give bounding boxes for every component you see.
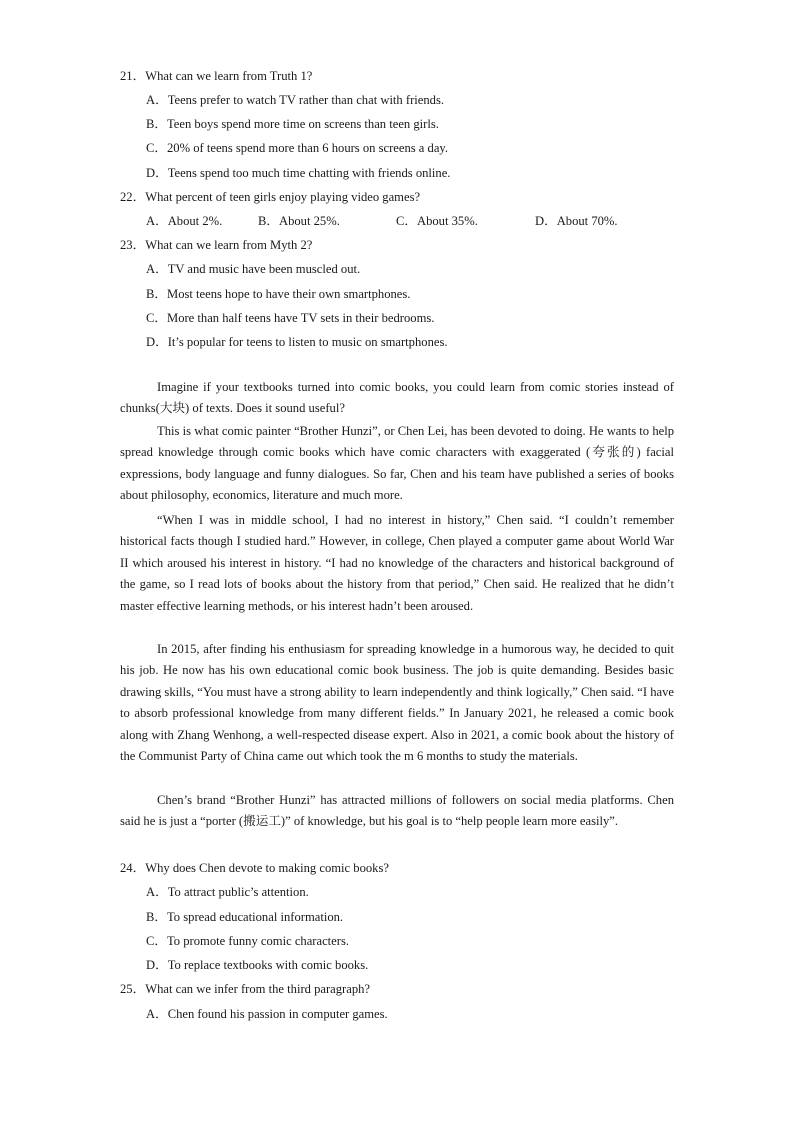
question-21-option-a: A．Teens prefer to watch TV rather than chat with friends. — [146, 93, 445, 107]
passage-paragraph-4: In 2015, after finding his enthusiasm for spreading knowledge in a humorous way, he decided to quit his job. He now has his own educational comic book business. The job is quite demanding. Besides basic drawing skills, “You must have a strong ability to learn independently and think logically,” Chen said. “I have to absorb professional knowledge from many different fields.” In January 2021, he released a comic book along with Zhang Wenhong, a well-respected disease expert. Also in 2021, a comic book about the history of the Communist Party of China came out which took the m 6 months to study the materials. — [120, 642, 675, 764]
passage-paragraph-1: Imagine if your textbooks turned into comic books, you could learn from comic stories instead of chunks(大块) of texts. Does it sound useful? — [120, 380, 674, 416]
question-24-option-c: C．To promote funny comic characters. — [146, 934, 349, 948]
question-22-option-b: B．About 25%. — [258, 214, 340, 228]
passage-paragraph-3: “When I was in middle school, I had no interest in history,” Chen said. “I couldn’t remember historical facts though I studied hard.” However, in college, Chen played a computer game about World War II which aroused his interest in history. “I had no knowledge of the characters and historical background of the game, so I read lots of books about the history from that period,” Chen said. He realized that he didn’t master effective learning methods, or his interest hadn’t been aroused. — [120, 513, 674, 613]
question-23-option-c: C．More than half teens have TV sets in their bedrooms. — [146, 311, 435, 325]
passage-paragraph-5: Chen’s brand “Brother Hunzi” has attracted millions of followers on social media platforms. Chen said he is just a “porter (搬运工)” of knowledge, but his goal is to “help people learn more easily”. — [120, 793, 674, 829]
passage-paragraph-2: This is what comic painter “Brother Hunzi”, or Chen Lei, has been devoted to doing. He wants to help spread knowledge through comic books which have comic characters with exaggerated (夸张的) facial expressions, body language and funny dialogues. So far, Chen and his team have published a series of books about philosophy, economics, literature and much more. — [120, 424, 674, 503]
question-22-option-d: D．About 70%. — [535, 214, 618, 228]
question-21-option-d: D．Teens spend too much time chatting with friends online. — [146, 166, 451, 180]
question-23-option-a: A．TV and music have been muscled out. — [146, 262, 361, 276]
question-22-option-c: C．About 35%. — [396, 214, 478, 228]
question-21-stem: 21．What can we learn from Truth 1? — [120, 69, 313, 83]
question-21-option-b: B．Teen boys spend more time on screens than teen girls. — [146, 117, 439, 131]
question-24-option-d: D．To replace textbooks with comic books. — [146, 958, 369, 972]
question-23-option-d: D．It’s popular for teens to listen to music on smartphones. — [146, 335, 448, 349]
question-22-option-a: A．About 2%. — [146, 214, 223, 228]
question-25-option-a: A．Chen found his passion in computer games. — [146, 1007, 388, 1021]
question-23-option-b: B．Most teens hope to have their own smartphones. — [146, 287, 411, 301]
question-23-stem: 23．What can we learn from Myth 2? — [120, 238, 313, 252]
question-24-stem: 24．Why does Chen devote to making comic books? — [120, 861, 389, 875]
question-25-stem: 25．What can we infer from the third paragraph? — [120, 982, 371, 996]
question-24-option-a: A．To attract public’s attention. — [146, 885, 309, 899]
question-21-option-c: C．20% of teens spend more than 6 hours on screens a day. — [146, 141, 449, 155]
question-22-stem: 22．What percent of teen girls enjoy playing video games? — [120, 190, 421, 204]
question-24-option-b: B．To spread educational information. — [146, 910, 344, 924]
